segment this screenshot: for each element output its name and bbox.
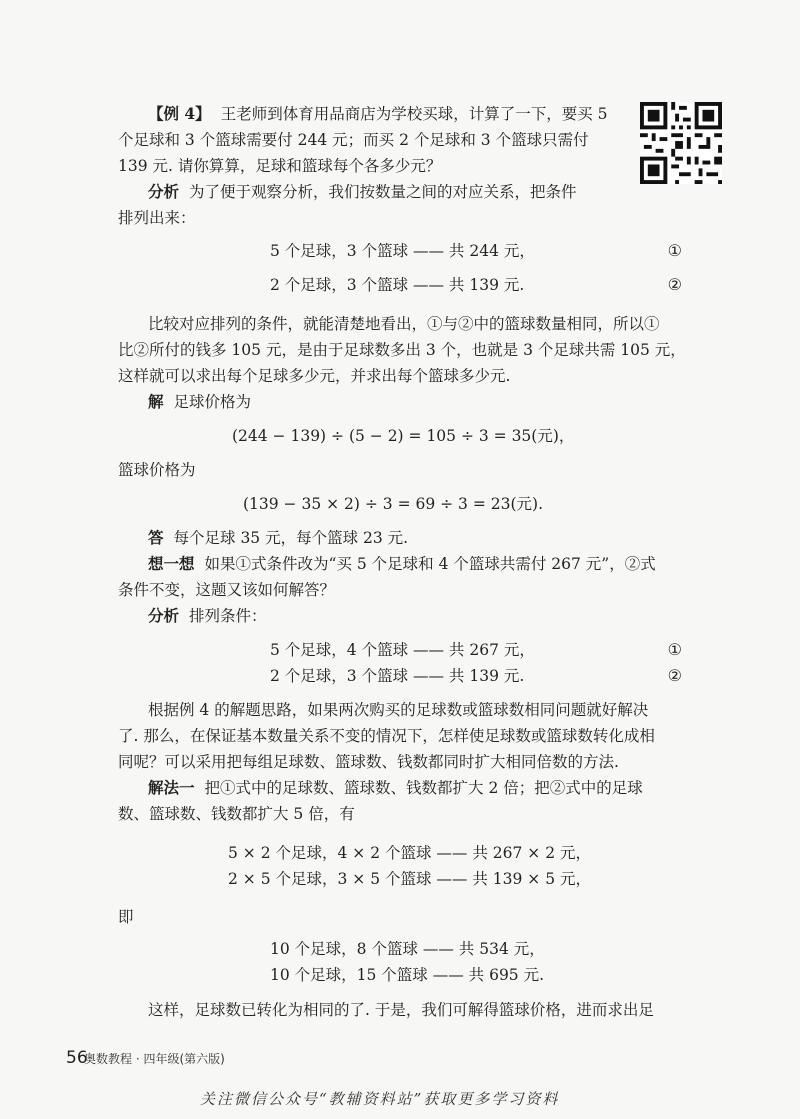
condition2-2-marker: ②: [667, 666, 682, 685]
analysis2-line-1: 分析 排列条件：: [148, 606, 267, 625]
example-line-1: 【例 4】 王老师到体育用品商店为学校买球，计算了一下，要买 5: [148, 104, 608, 123]
condition2-1-marker: ①: [667, 640, 682, 659]
football-price-equation: (244 − 139) ÷ (5 − 2) = 105 ÷ 3 = 35(元)，: [232, 427, 575, 445]
page-number: 56: [66, 1048, 88, 1068]
condition-2: 2 个足球，3 个篮球 —— 共 139 元.: [270, 276, 525, 294]
scaled-result-1: 10 个足球，8 个篮球 —— 共 534 元，: [270, 940, 545, 958]
method1-line-1: 解法一 把①式中的足球数、篮球数、钱数都扩大 2 倍；把②式中的足球: [148, 778, 643, 797]
condition2-2: 2 个足球，3 个篮球 —— 共 139 元.: [270, 667, 525, 685]
analysis2-paragraph-3: 同呢？可以采用把每组足球数、篮球数、钱数都同时扩大相同倍数的方法.: [118, 753, 619, 771]
scaled-condition-2: 2 × 5 个足球，3 × 5 个篮球 —— 共 139 × 5 元，: [228, 870, 591, 888]
analysis2-paragraph-2: 了. 那么，在保证基本数量关系不变的情况下，怎样使足球数或篮球数转化成相: [118, 727, 655, 745]
method1-line-2: 数、篮球数、钱数都扩大 5 倍，有: [118, 805, 355, 823]
analysis-paragraph-2: 比②所付的钱多 105 元，是由于足球数多出 3 个，也就是 3 个足球共需 105 元，: [118, 341, 686, 359]
answer-line: 答 每个足球 35 元，每个篮球 23 元.: [148, 528, 409, 547]
example-label: 【例 4】: [148, 104, 211, 123]
analysis-line-2: 排列出来：: [118, 209, 196, 227]
example-line-3: 139 元. 请你算算，足球和篮球每个各多少元？: [118, 157, 442, 175]
book-title: 奥数教程 · 四年级(第六版): [84, 1052, 225, 1066]
solution-line-2: 篮球价格为: [118, 461, 196, 479]
example-line-2: 个足球和 3 个篮球需要付 244 元；而买 2 个足球和 3 个篮球只需付: [118, 131, 589, 149]
think-line-2: 条件不变，这题又该如何解答？: [118, 581, 336, 599]
basketball-price-equation: (139 − 35 × 2) ÷ 3 = 69 ÷ 3 = 23(元).: [243, 495, 544, 513]
think-line-1: 想一想 如果①式条件改为“买 5 个足球和 4 个篮球共需付 267 元”，②式: [148, 554, 656, 573]
solution-line-1: 解 足球价格为: [148, 392, 252, 411]
method1-last-line: 这样，足球数已转化为相同的了. 于是，我们可解得篮球价格，进而求出足: [148, 1001, 654, 1019]
scaled-condition-1: 5 × 2 个足球，4 × 2 个篮球 —— 共 267 × 2 元，: [228, 844, 591, 862]
analysis-line-1: 分析 为了便于观察分析，我们按数量之间的对应关系，把条件: [148, 182, 577, 201]
analysis-paragraph-1: 比较对应排列的条件，就能清楚地看出，①与②中的篮球数量相同，所以①: [148, 315, 660, 333]
analysis-paragraph-3: 这样就可以求出每个足球多少元，并求出每个篮球多少元.: [118, 367, 511, 385]
condition-1: 5 个足球，3 个篮球 —— 共 244 元，: [270, 242, 535, 260]
condition-1-marker: ①: [667, 241, 682, 260]
footer-note: 关注微信公众号“教辅资料站”获取更多学习资料: [200, 1090, 560, 1108]
ji-line: 即: [118, 908, 134, 926]
condition-2-marker: ②: [667, 275, 682, 294]
condition2-1: 5 个足球，4 个篮球 —— 共 267 元，: [270, 641, 535, 659]
analysis2-paragraph-1: 根据例 4 的解题思路，如果两次购买的足球数或篮球数相同问题就好解决: [148, 701, 649, 719]
scaled-result-2: 10 个足球，15 个篮球 —— 共 695 元.: [270, 966, 545, 984]
